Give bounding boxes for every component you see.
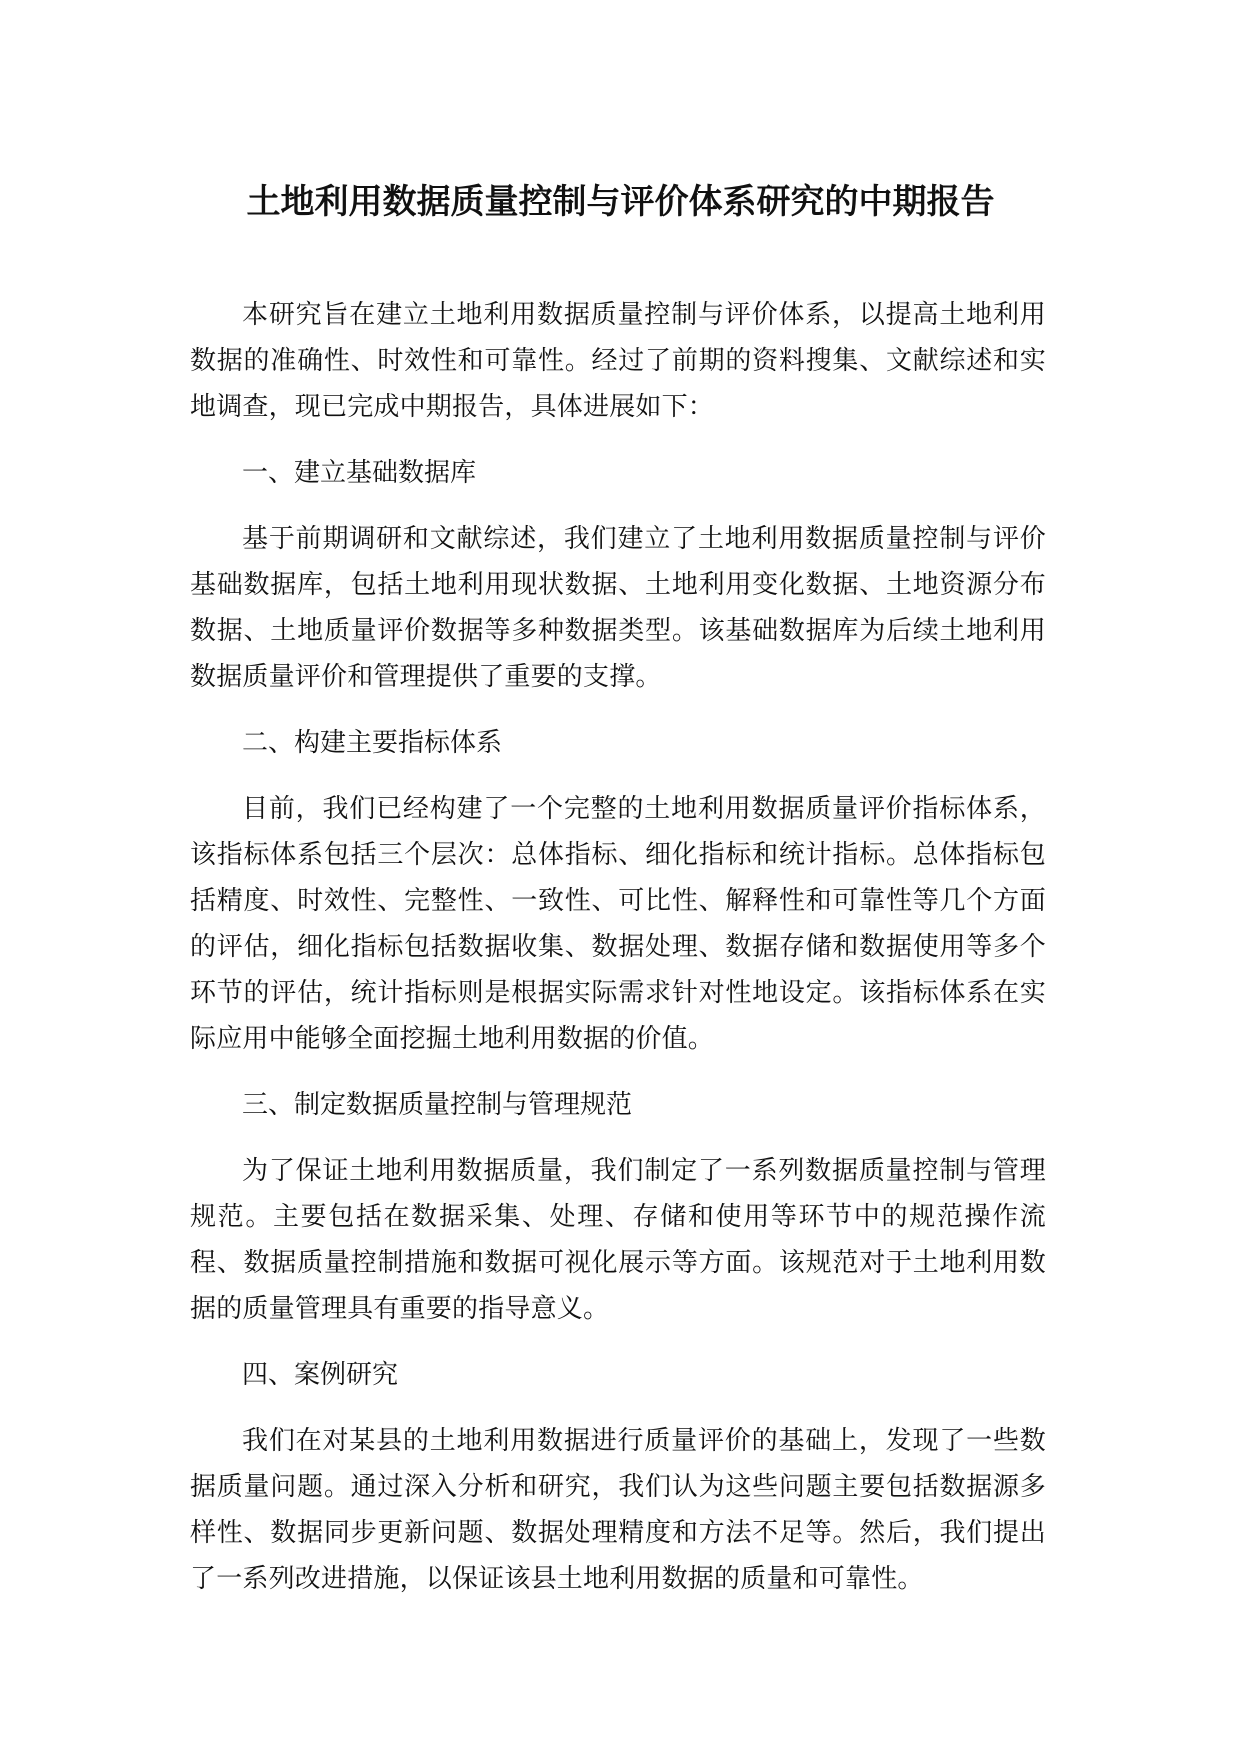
section-paragraph-3: 为了保证土地利用数据质量，我们制定了一系列数据质量控制与管理规范。主要包括在数据采集、处理、存储和使用等环节中的规范操作流程、数据质量控制措施和数据可视化展示等方面。该规范对于土地利用数据的质量管理具有重要的指导意义。 — [190, 1156, 1046, 1324]
section-paragraph-4: 我们在对某县的土地利用数据进行质量评价的基础上，发现了一些数据质量问题。通过深入分析和研究，我们认为这些问题主要包括数据源多样性、数据同步更新问题、数据处理精度和方法不足等。然后，我们提出了一系列改进措施，以保证该县土地利用数据的质量和可靠性。 — [190, 1426, 1046, 1594]
intro-paragraph: 本研究旨在建立土地利用数据质量控制与评价体系，以提高土地利用数据的准确性、时效性和可靠性。经过了前期的资料搜集、文献综述和实地调查，现已完成中期报告，具体进展如下： — [190, 300, 1046, 422]
section-heading-1: 一、建立基础数据库 — [242, 458, 477, 488]
document-title: 土地利用数据质量控制与评价体系研究的中期报告 — [246, 182, 995, 222]
section-heading-3: 三、制定数据质量控制与管理规范 — [242, 1090, 633, 1120]
section-heading-2: 二、构建主要指标体系 — [242, 728, 503, 758]
section-heading-4: 四、案例研究 — [242, 1360, 399, 1390]
document-body — [190, 292, 1046, 1622]
section-paragraph-1: 基于前期调研和文献综述，我们建立了土地利用数据质量控制与评价基础数据库，包括土地利用现状数据、土地利用变化数据、土地资源分布数据、土地质量评价数据等多种数据类型。该基础数据库为后续土地利用数据质量评价和管理提供了重要的支撑。 — [190, 524, 1046, 692]
section-paragraph-2: 目前，我们已经构建了一个完整的土地利用数据质量评价指标体系，该指标体系包括三个层次：总体指标、细化指标和统计指标。总体指标包括精度、时效性、完整性、一致性、可比性、解释性和可靠性等几个方面的评估，细化指标包括数据收集、数据处理、数据存储和数据使用等多个环节的评估，统计指标则是根据实际需求针对性地设定。该指标体系在实际应用中能够全面挖掘土地利用数据的价值。 — [190, 794, 1046, 1054]
